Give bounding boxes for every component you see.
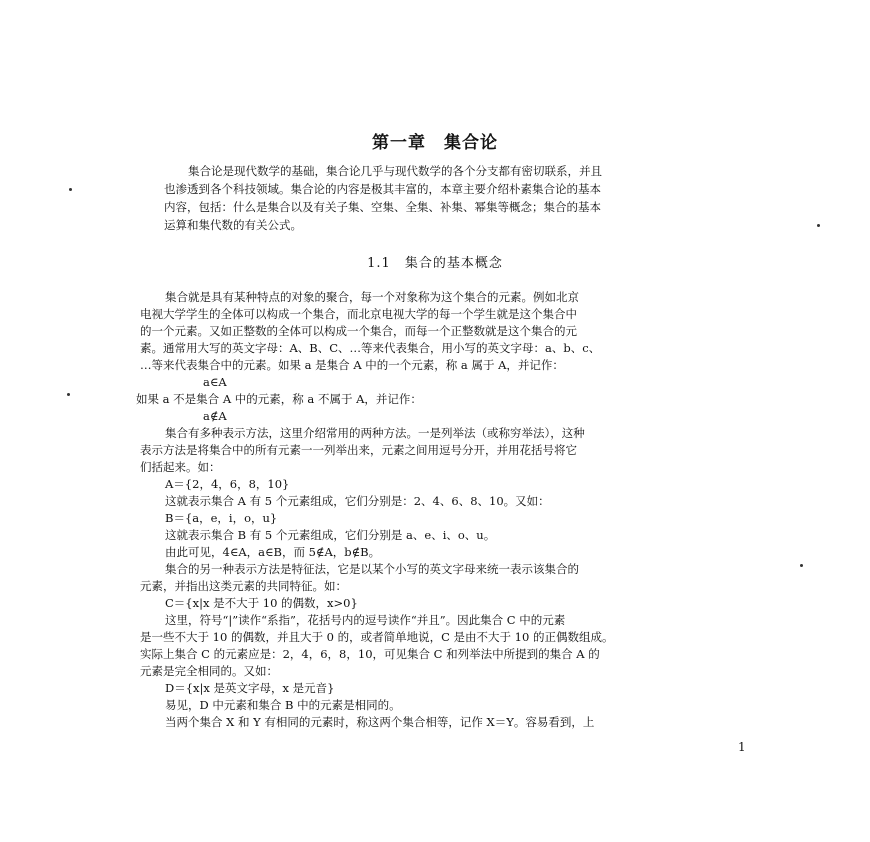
- section-title: 1.1 集合的基本概念: [367, 256, 503, 271]
- formula-line: C＝{x|x 是不大于 10 的偶数，x>0}: [165, 596, 358, 610]
- body-line: 素。通常用大写的英文字母：A、B、C、…等来代表集合，用小写的英文字母：a、b、c、: [140, 341, 601, 355]
- scan-speck: [67, 393, 70, 396]
- body-line: 这就表示集合 B 有 5 个元素组成，它们分别是 a、e、i、o、u。: [165, 528, 496, 542]
- body-line: 表示方法是将集合中的所有元素一一列举出来，元素之间用逗号分开，并用花括号将它: [140, 443, 577, 457]
- body-line: …等来代表集合中的元素。如果 a 是集合 A 中的一个元素，称 a 属于 A，并记作：: [140, 358, 564, 372]
- formula-line: a∉A: [203, 409, 227, 423]
- intro-line: 也渗透到各个科技领域。集合论的内容是极其丰富的，本章主要介绍朴素集合论的基本: [164, 182, 601, 196]
- chapter-title: 第一章 集合论: [372, 133, 498, 153]
- body-line: 易见，D 中元素和集合 B 中的元素是相同的。: [165, 698, 401, 712]
- body-line: 是一些不大于 10 的偶数，并且大于 0 的，或者简单地说，C 是由不大于 10 的正偶数组成。: [140, 630, 614, 644]
- body-line: 这就表示集合 A 有 5 个元素组成，它们分别是：2、4、6、8、10。又如：: [165, 494, 550, 508]
- body-line: 元素，并指出这类元素的共同特征。如：: [140, 579, 347, 593]
- scan-speck: [69, 188, 72, 191]
- intro-line: 运算和集代数的有关公式。: [164, 218, 302, 232]
- formula-line: a∈A: [203, 375, 227, 389]
- body-line: 集合的另一种表示方法是特征法，它是以某个小写的英文字母来统一表示该集合的: [165, 562, 579, 576]
- scan-speck: [800, 564, 803, 567]
- body-line: 的一个元素。又如正整数的全体可以构成一个集合，而每一个正整数就是这个集合的元: [140, 324, 577, 338]
- body-line: 如果 a 不是集合 A 中的元素，称 a 不属于 A，并记作：: [136, 392, 422, 406]
- body-line: 当两个集合 X 和 Y 有相同的元素时，称这两个集合相等，记作 X＝Y。容易看到，上: [165, 715, 595, 729]
- body-line: 这里，符号“|”读作“系指”，花括号内的逗号读作“并且”。因此集合 C 中的元素: [165, 613, 566, 627]
- formula-line: B＝{a，e，i，o，u}: [165, 511, 278, 525]
- body-line: 实际上集合 C 的元素应是：2，4，6，8，10，可见集合 C 和列举法中所提到的集合 A 的: [140, 647, 600, 661]
- body-line: 集合有多种表示方法，这里介绍常用的两种方法。一是列举法（或称穷举法），这种: [165, 426, 585, 440]
- body-line: 电视大学学生的全体可以构成一个集合，而北京电视大学的每一个学生就是这个集合中: [140, 307, 577, 321]
- page-number: 1: [738, 740, 746, 754]
- body-line: 集合就是具有某种特点的对象的聚合，每一个对象称为这个集合的元素。例如北京: [165, 290, 579, 304]
- formula-line: D＝{x|x 是英文字母，x 是元音}: [165, 681, 335, 695]
- formula-line: A＝{2，4，6，8，10}: [165, 477, 290, 491]
- intro-line: 集合论是现代数学的基础，集合论几乎与现代数学的各个分支都有密切联系，并且: [188, 164, 602, 178]
- scan-speck: [817, 224, 820, 227]
- body-line: 元素是完全相同的。又如：: [140, 664, 278, 678]
- body-line: 由此可见，4∈A，a∈B，而 5∉A，b∉B。: [165, 545, 381, 559]
- body-line: 们括起来。如：: [140, 460, 221, 474]
- intro-line: 内容，包括：什么是集合以及有关子集、空集、全集、补集、幂集等概念；集合的基本: [164, 200, 601, 214]
